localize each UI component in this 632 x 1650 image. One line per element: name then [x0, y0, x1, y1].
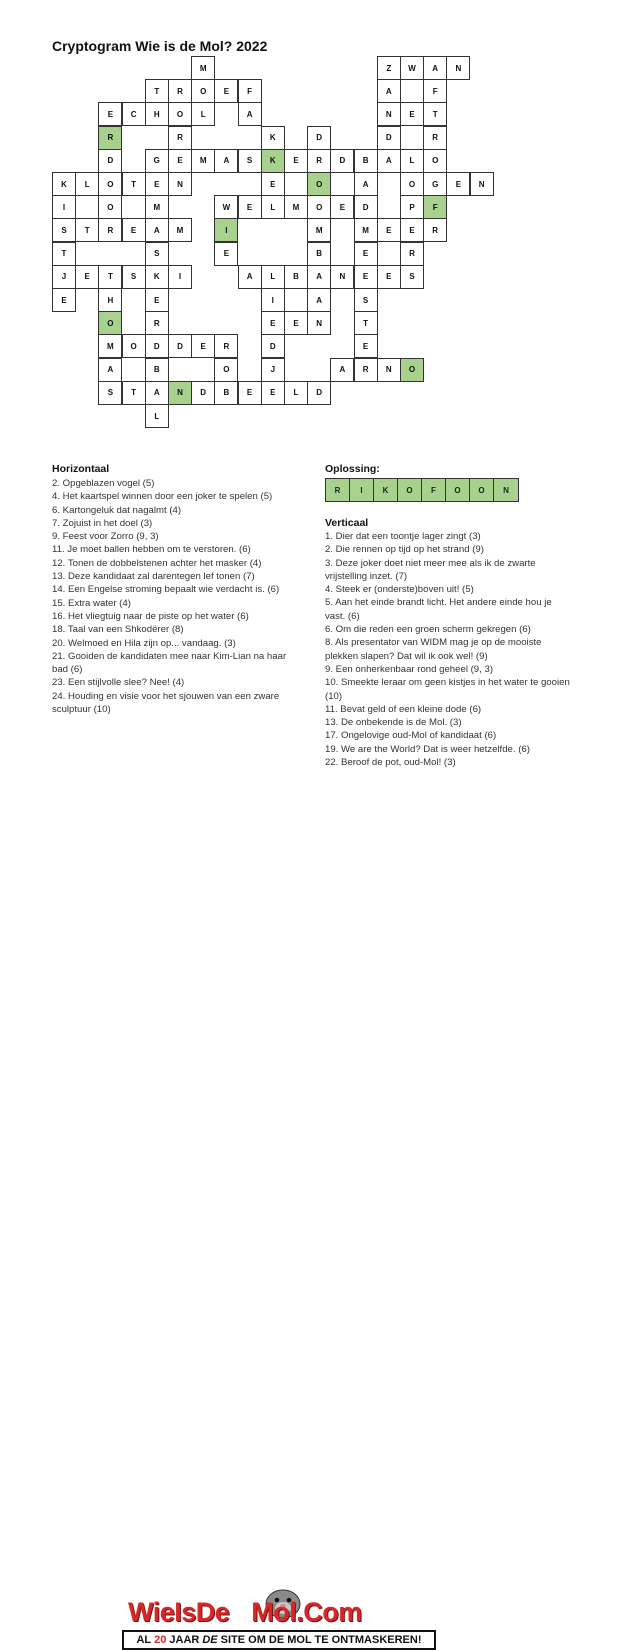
- solution-cell: R: [326, 479, 350, 501]
- grid-cell: O: [400, 358, 424, 382]
- grid-cell: R: [214, 334, 238, 358]
- clue-item: 2. Die rennen op tijd op het strand (9): [325, 544, 484, 556]
- banner-al: AL: [136, 1634, 152, 1646]
- grid-cell: E: [52, 288, 76, 312]
- grid-cell: M: [284, 195, 308, 219]
- grid-cell: F: [423, 195, 447, 219]
- clue-item: 8. Als presentator van WIDM mag je op de mooiste plekken slapen? Dat wil ik ook wel! (9): [325, 637, 542, 662]
- grid-cell: Z: [377, 56, 401, 80]
- grid-cell: T: [52, 242, 76, 266]
- grid-cell: A: [377, 79, 401, 103]
- grid-cell: A: [238, 102, 262, 126]
- grid-cell: D: [168, 334, 192, 358]
- grid-cell: R: [168, 79, 192, 103]
- grid-cell: D: [191, 381, 215, 405]
- grid-cell: B: [214, 381, 238, 405]
- grid-cell: K: [145, 265, 169, 289]
- clue-item: 13. De onbekende is de Mol. (3): [325, 717, 462, 729]
- grid-cell: J: [52, 265, 76, 289]
- grid-cell: L: [261, 265, 285, 289]
- grid-cell: R: [98, 126, 122, 150]
- grid-cell: A: [354, 172, 378, 196]
- vertical-heading: Verticaal: [325, 517, 369, 529]
- grid-cell: E: [98, 102, 122, 126]
- grid-cell: O: [98, 195, 122, 219]
- clue-item: 14. Een Engelse stroming bepaalt wie verdacht is. (6): [52, 584, 280, 596]
- grid-cell: M: [168, 218, 192, 242]
- grid-cell: N: [168, 172, 192, 196]
- horizontal-clue-list: [52, 477, 287, 716]
- grid-cell: O: [423, 149, 447, 173]
- grid-cell: E: [261, 311, 285, 335]
- grid-cell: H: [145, 102, 169, 126]
- grid-cell: O: [98, 172, 122, 196]
- grid-cell: E: [214, 79, 238, 103]
- grid-cell: L: [400, 149, 424, 173]
- grid-cell: W: [214, 195, 238, 219]
- grid-cell: D: [307, 126, 331, 150]
- grid-cell: J: [261, 358, 285, 382]
- grid-cell: E: [261, 381, 285, 405]
- solution-heading: Oplossing:: [325, 463, 380, 475]
- logo-wie: WieIsDe: [128, 1597, 230, 1627]
- clue-item: 10. Smeekte leraar om geen kistjes in het water te gooien (10): [325, 677, 570, 702]
- grid-cell: E: [75, 265, 99, 289]
- grid-cell: A: [330, 358, 354, 382]
- grid-cell: F: [238, 79, 262, 103]
- grid-cell: R: [354, 358, 378, 382]
- grid-cell: G: [423, 172, 447, 196]
- grid-cell: D: [261, 334, 285, 358]
- grid-cell: E: [145, 172, 169, 196]
- grid-cell: O: [98, 311, 122, 335]
- grid-cell: E: [284, 149, 308, 173]
- grid-cell: E: [145, 288, 169, 312]
- clue-item: 22. Beroof de pot, oud-Mol! (3): [325, 757, 456, 769]
- grid-cell: K: [261, 126, 285, 150]
- grid-cell: K: [52, 172, 76, 196]
- clue-item: 5. Aan het einde brandt licht. Het andere einde hou je vast. (6): [325, 597, 552, 622]
- page-title: Cryptogram Wie is de Mol? 2022: [52, 38, 268, 54]
- logo-banner: [122, 1630, 436, 1650]
- grid-cell: I: [52, 195, 76, 219]
- grid-cell: T: [354, 311, 378, 335]
- crossword-grid: [0, 0, 632, 460]
- horizontal-heading: Horizontaal: [52, 463, 110, 475]
- grid-cell: E: [214, 242, 238, 266]
- grid-cell: M: [307, 218, 331, 242]
- clue-item: 24. Houding en visie voor het sjouwen van een zware sculptuur (10): [52, 690, 280, 716]
- grid-cell: E: [122, 218, 146, 242]
- grid-cell: E: [400, 102, 424, 126]
- grid-cell: G: [145, 149, 169, 173]
- grid-cell: N: [470, 172, 494, 196]
- grid-cell: O: [307, 195, 331, 219]
- grid-cell: E: [238, 381, 262, 405]
- grid-cell: D: [145, 334, 169, 358]
- grid-cell: L: [284, 381, 308, 405]
- clue-item: 1. Dier dat een toontje lager zingt (3): [325, 531, 481, 542]
- grid-cell: T: [122, 381, 146, 405]
- grid-cell: N: [377, 358, 401, 382]
- grid-cell: H: [98, 288, 122, 312]
- clue-item: 7. Zojuist in het doel (3): [52, 517, 153, 529]
- grid-cell: N: [168, 381, 192, 405]
- grid-cell: A: [98, 358, 122, 382]
- grid-cell: R: [168, 126, 192, 150]
- solution-cell: O: [398, 479, 422, 501]
- clue-item: 16. Het vliegtuig naar de piste op het water (6): [52, 610, 249, 622]
- clue-item: 2. Opgeblazen vogel (5): [52, 478, 155, 489]
- clue-item: 19. We are the World? Dat is weer hetzelfde. (6): [325, 743, 530, 755]
- grid-cell: B: [284, 265, 308, 289]
- grid-cell: T: [75, 218, 99, 242]
- clue-item: 18. Taal van een Shkodërer (8): [52, 624, 184, 636]
- clue-item: 9. Feest voor Zorro (9, 3): [52, 531, 159, 543]
- grid-cell: B: [145, 358, 169, 382]
- grid-cell: S: [52, 218, 76, 242]
- clue-item: 4. Het kaartspel winnen door een joker te spelen (5): [52, 491, 273, 503]
- grid-cell: A: [238, 265, 262, 289]
- clue-item: 6. Kartongeluk dat nagalmt (4): [52, 504, 182, 516]
- grid-cell: O: [214, 358, 238, 382]
- clue-item: 11. Bevat geld of een kleine dode (6): [325, 703, 482, 715]
- grid-cell: M: [354, 218, 378, 242]
- banner-jaar: JAAR: [169, 1634, 200, 1646]
- logo-wordmark: [128, 1597, 362, 1628]
- grid-cell: R: [307, 149, 331, 173]
- grid-cell: O: [168, 102, 192, 126]
- grid-cell: S: [145, 242, 169, 266]
- clue-item: 20. Welmoed en Hila zijn op... vandaag. (3): [52, 637, 236, 649]
- site-logo: [0, 790, 632, 1646]
- grid-cell: A: [145, 218, 169, 242]
- grid-cell: A: [214, 149, 238, 173]
- grid-cell: E: [377, 265, 401, 289]
- grid-cell: D: [98, 149, 122, 173]
- clue-item: 6. Om die reden een groen scherm gekregen (6): [325, 624, 531, 636]
- clue-item: 23. Een stijlvolle slee? Nee! (4): [52, 677, 185, 689]
- grid-cell: I: [261, 288, 285, 312]
- grid-cell: L: [145, 404, 169, 428]
- clue-item: 13. Deze kandidaat zal darentegen lef tonen (7): [52, 571, 255, 583]
- grid-cell: F: [423, 79, 447, 103]
- clue-item: 3. Deze joker doet niet meer mee als ik de zwarte vrijstelling inzet. (7): [325, 557, 536, 582]
- grid-cell: A: [423, 56, 447, 80]
- grid-cell: E: [400, 218, 424, 242]
- grid-cell: R: [400, 242, 424, 266]
- clue-item: 9. Een onherkenbaar rond geheel (9, 3): [325, 663, 494, 675]
- grid-cell: I: [214, 218, 238, 242]
- grid-cell: R: [145, 311, 169, 335]
- grid-cell: E: [377, 218, 401, 242]
- grid-cell: S: [354, 288, 378, 312]
- grid-cell: R: [98, 218, 122, 242]
- grid-cell: E: [354, 242, 378, 266]
- grid-cell: S: [98, 381, 122, 405]
- grid-cell: N: [330, 265, 354, 289]
- grid-cell: D: [377, 126, 401, 150]
- solution-cell: F: [422, 479, 446, 501]
- grid-cell: O: [307, 172, 331, 196]
- grid-cell: D: [354, 195, 378, 219]
- solution-cell: K: [374, 479, 398, 501]
- grid-cell: D: [307, 381, 331, 405]
- solution-cell: O: [446, 479, 470, 501]
- grid-cell: T: [423, 102, 447, 126]
- grid-cell: A: [307, 265, 331, 289]
- solution-row: [325, 478, 519, 502]
- grid-cell: E: [354, 265, 378, 289]
- grid-cell: S: [122, 265, 146, 289]
- grid-cell: A: [307, 288, 331, 312]
- clue-item: 21. Gooiden de kandidaten mee naar Kim-Lian na haar bad (6): [52, 650, 287, 676]
- grid-cell: N: [307, 311, 331, 335]
- grid-cell: N: [446, 56, 470, 80]
- solution-cell: N: [494, 479, 518, 501]
- grid-cell: W: [400, 56, 424, 80]
- clue-item: 15. Extra water (4): [52, 597, 131, 609]
- grid-cell: M: [98, 334, 122, 358]
- grid-cell: M: [191, 149, 215, 173]
- grid-cell: T: [145, 79, 169, 103]
- grid-cell: L: [261, 195, 285, 219]
- grid-cell: B: [307, 242, 331, 266]
- grid-cell: T: [98, 265, 122, 289]
- banner-de: DE: [202, 1634, 218, 1646]
- grid-cell: S: [238, 149, 262, 173]
- grid-cell: C: [122, 102, 146, 126]
- grid-cell: L: [75, 172, 99, 196]
- clue-item: 12. Tonen de dobbelstenen achter het masker (4): [52, 557, 262, 569]
- grid-cell: L: [191, 102, 215, 126]
- grid-cell: M: [191, 56, 215, 80]
- solution-cell: I: [350, 479, 374, 501]
- grid-cell: S: [400, 265, 424, 289]
- grid-cell: N: [377, 102, 401, 126]
- grid-cell: E: [261, 172, 285, 196]
- grid-cell: E: [354, 334, 378, 358]
- grid-cell: O: [191, 79, 215, 103]
- grid-cell: I: [168, 265, 192, 289]
- grid-cell: E: [284, 311, 308, 335]
- grid-cell: O: [400, 172, 424, 196]
- grid-cell: E: [191, 334, 215, 358]
- clue-item: 4. Steek er (onderste)boven uit! (5): [325, 584, 474, 596]
- grid-cell: E: [330, 195, 354, 219]
- grid-cell: R: [423, 126, 447, 150]
- vertical-clue-list: [325, 530, 570, 769]
- grid-cell: E: [238, 195, 262, 219]
- grid-cell: A: [145, 381, 169, 405]
- grid-cell: A: [377, 149, 401, 173]
- grid-cell: D: [330, 149, 354, 173]
- grid-cell: E: [168, 149, 192, 173]
- clue-item: 17. Ongelovige oud-Mol of kandidaat (6): [325, 730, 497, 742]
- solution-cell: O: [470, 479, 494, 501]
- grid-cell: T: [122, 172, 146, 196]
- grid-cell: O: [122, 334, 146, 358]
- logo-mol: Mol: [251, 1597, 297, 1627]
- banner-number: 20: [154, 1634, 167, 1646]
- grid-cell: B: [354, 149, 378, 173]
- grid-cell: R: [423, 218, 447, 242]
- banner-rest: SITE OM DE MOL TE ONTMASKEREN!: [220, 1634, 422, 1646]
- grid-cell: K: [261, 149, 285, 173]
- clue-item: 11. Je moet ballen hebben om te verstoren. (6): [52, 544, 251, 556]
- logo-com: .Com: [296, 1597, 362, 1627]
- grid-cell: E: [446, 172, 470, 196]
- grid-cell: P: [400, 195, 424, 219]
- grid-cell: M: [145, 195, 169, 219]
